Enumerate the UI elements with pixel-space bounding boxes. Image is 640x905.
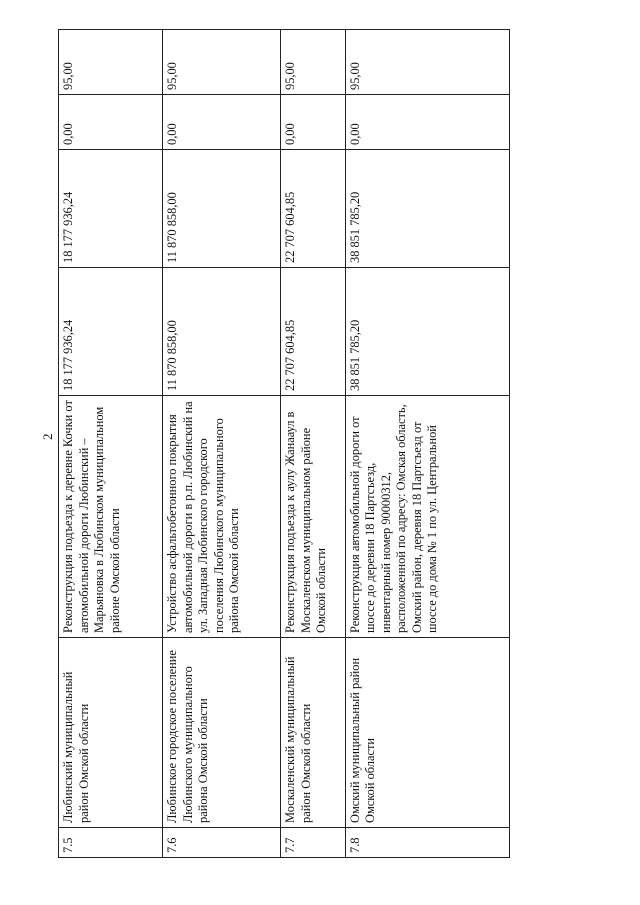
amount-total-cell: 38 851 785,20: [345, 268, 509, 396]
amount-zero-cell: 0,00: [345, 95, 509, 150]
object-cell: Устройство асфальтобетонного покрытия автомобильной дороги в р.п. Любинский на ул. Западная Любинского городского поселения Любинского муниципального района Омской области: [163, 396, 281, 638]
rotated-table-container: [58, 30, 510, 858]
municipality-cell: Омский муниципальный район Омской области: [345, 638, 509, 828]
amount-total-cell: 22 707 604,85: [281, 268, 345, 396]
object-cell: Реконструкция автомобильной дороги от шоссе до деревни 18 Партсъезд, инвентарный номер 90000312, расположенной по адресу: Омская область, Омский район, деревня 18 Партсъезд от шоссе до дома № 1 по ул. Центральной: [345, 396, 509, 638]
amount-zero-cell: 0,00: [163, 95, 281, 150]
municipality-cell: Любинский муниципальный район Омской области: [59, 638, 163, 828]
amount-total-cell: 18 177 936,24: [59, 268, 163, 396]
amount-zero-cell: 0,00: [59, 95, 163, 150]
amount-subsidy-cell: 22 707 604,85: [281, 150, 345, 268]
amount-subsidy-cell: 18 177 936,24: [59, 150, 163, 268]
amount-zero-cell: 0,00: [281, 95, 345, 150]
page-number: 2: [40, 433, 55, 440]
row-number: 7.5: [59, 828, 163, 858]
municipality-cell: Москаленский муниципальный район Омской области: [281, 638, 345, 828]
object-cell: Реконструкция подъезда к деревне Кочки от автомобильной дороги Любинский – Марьяновка в Любинском муниципальном районе Омской области: [59, 396, 163, 638]
amount-total-cell: 11 870 858,00: [163, 268, 281, 396]
row-number: 7.6: [163, 828, 281, 858]
percent-cell: 95,00: [345, 30, 509, 95]
percent-cell: 95,00: [281, 30, 345, 95]
row-number: 7.7: [281, 828, 345, 858]
percent-cell: 95,00: [163, 30, 281, 95]
percent-cell: 95,00: [59, 30, 163, 95]
row-number: 7.8: [345, 828, 509, 858]
table-row: [281, 30, 345, 858]
municipality-cell: Любинское городское поселение Любинского муниципального района Омской области: [163, 638, 281, 828]
subsidy-table: [58, 29, 510, 858]
table-row: [345, 30, 509, 858]
amount-subsidy-cell: 38 851 785,20: [345, 150, 509, 268]
table-row: [59, 30, 163, 858]
table-row: [163, 30, 281, 858]
amount-subsidy-cell: 11 870 858,00: [163, 150, 281, 268]
object-cell: Реконструкция подъезда к аулу Жанааул в Москаленском муниципальном районе Омской области: [281, 396, 345, 638]
